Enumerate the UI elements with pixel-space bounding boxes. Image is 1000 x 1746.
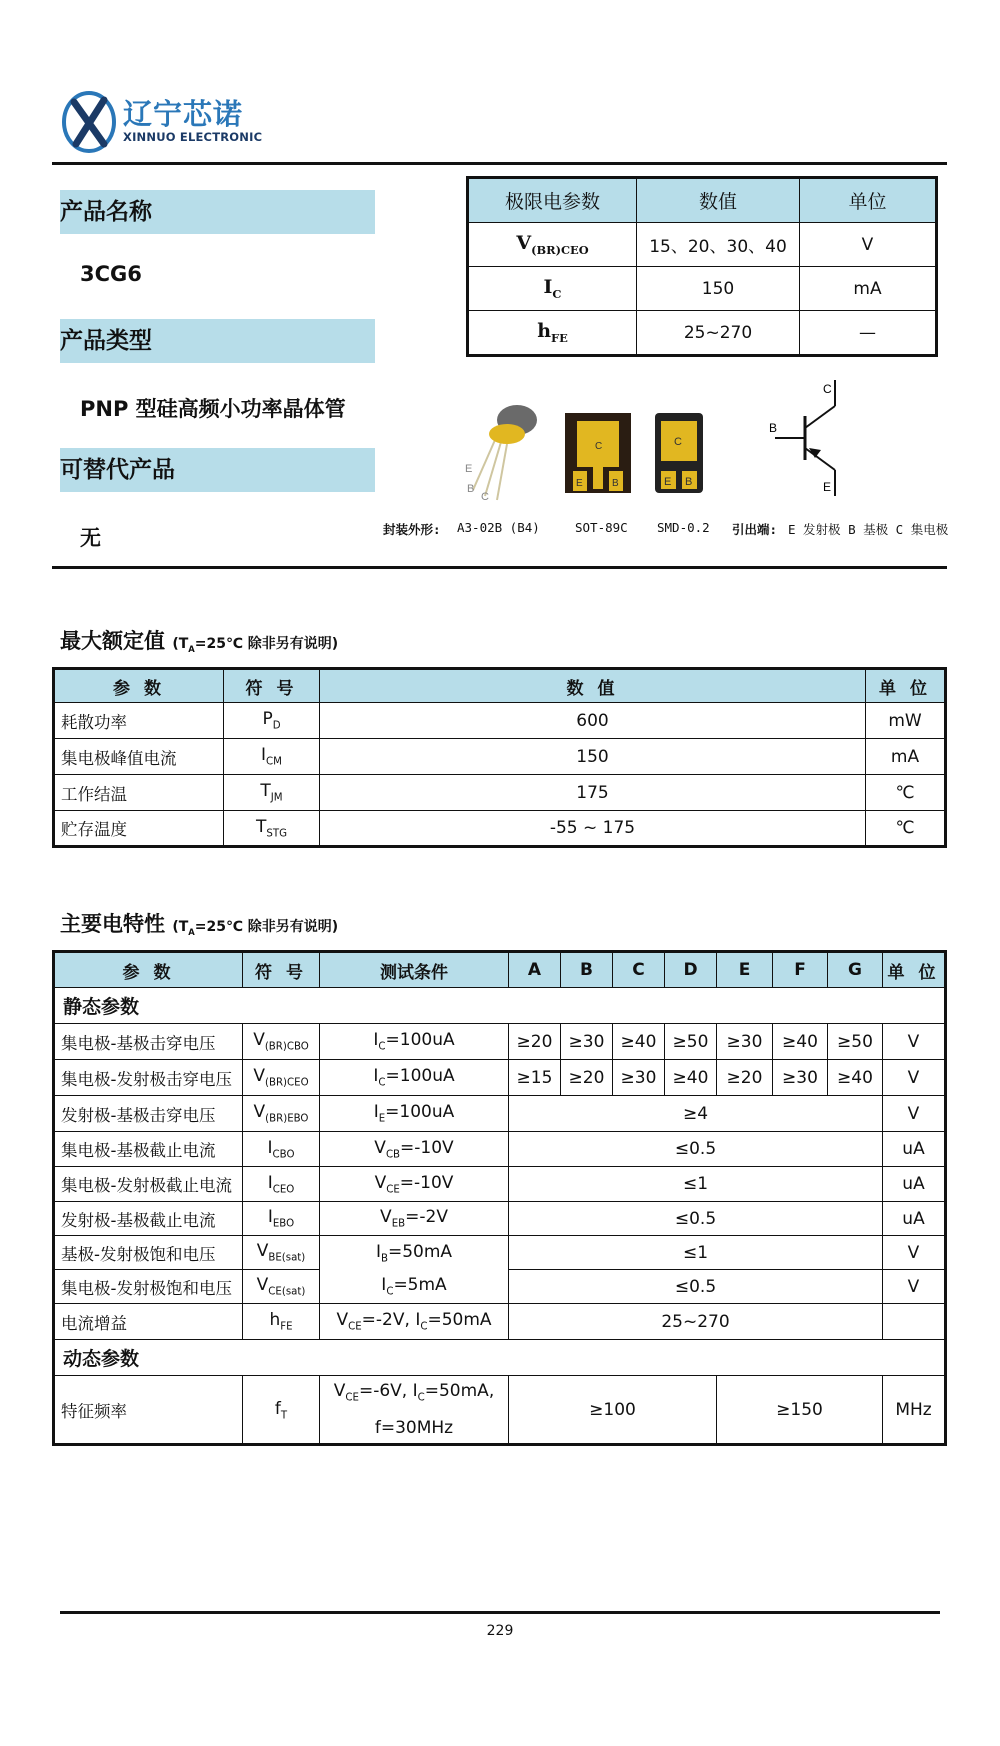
- sot89-package-icon: [565, 413, 631, 493]
- elec-char-table: [52, 950, 947, 1446]
- product-type-label: 产品类型: [60, 319, 375, 363]
- ec-header-g: G: [828, 952, 883, 988]
- smd-package-icon: [655, 413, 703, 493]
- table-row: 集电极-发射极击穿电压 $V_{(BR)CEO}$ $I_C=100uA$ ≥15 ≥20 ≥30 ≥40 ≥20 ≥30 ≥40 V: [54, 1060, 946, 1096]
- mr-header-param: 参 数: [54, 669, 224, 703]
- page-number: 229: [486, 1623, 514, 1639]
- table-row: 基极-发射极饱和电压 $V_{BE(sat)}$ $I_B=50mA$ ≤1 V: [54, 1236, 946, 1270]
- ec-header-a: A: [509, 952, 561, 988]
- limit-header-param: 极限电参数: [468, 178, 637, 223]
- table-row: 发射极-基极击穿电压 $V_{(BR)EBO}$ $I_E=100uA$ ≥4 V: [54, 1096, 946, 1132]
- limit-params-table: [466, 176, 938, 357]
- product-type-value: PNP 型硅高频小功率晶体管: [80, 397, 346, 421]
- alt-product-value: 无: [80, 526, 101, 550]
- svg-text:E: E: [823, 480, 832, 494]
- table-row: 集电极-发射极饱和电压 $V_{CE(sat)}$ $I_C=5mA$ ≤0.5 V: [54, 1270, 946, 1304]
- dynamic-params-row: 动态参数: [54, 1340, 946, 1376]
- table-row: 耗散功率 $P_D$ 600 mW: [54, 703, 946, 739]
- package-caption-label: 封装外形:: [383, 522, 441, 537]
- table-row: 电流增益 $h_{FE}$ $V_{CE}=-2V$, $I_C=50mA$ 25~270: [54, 1304, 946, 1340]
- svg-text:C: C: [674, 436, 682, 448]
- company-logo: [60, 88, 280, 158]
- table-row: 工作结温 $T_{JM}$ 175 ℃: [54, 775, 946, 811]
- table-row: 贮存温度 $T_{STG}$ -55 ~ 175 ℃: [54, 811, 946, 847]
- max-ratings-table: [52, 667, 947, 848]
- svg-text:E: E: [664, 476, 672, 488]
- svg-text:E: E: [465, 463, 473, 475]
- table-row: 集电极峰值电流 $I_{CM}$ 150 mA: [54, 739, 946, 775]
- pnp-transistor-symbol-icon: [765, 378, 865, 498]
- to92-package-icon: [455, 400, 555, 505]
- pins-description: E 发射极 B 基极 C 集电极: [788, 522, 949, 537]
- table-row: 发射极-基极截止电流 $I_{EBO}$ $V_{EB}=-2V$ ≤0.5 uA: [54, 1202, 946, 1236]
- ec-header-symbol: 符 号: [243, 952, 320, 988]
- limit-row: $h_{FE}$ 25~270 —: [468, 311, 937, 356]
- svg-text:C: C: [595, 441, 603, 452]
- package-name-a3: A3-02B (B4): [457, 520, 540, 535]
- ec-header-b: B: [561, 952, 613, 988]
- svg-text:B: B: [612, 478, 619, 489]
- pins-label: 引出端:: [732, 522, 778, 537]
- limit-header-unit: 单位: [800, 178, 937, 223]
- mr-header-value: 数 值: [320, 669, 866, 703]
- ec-header-c: C: [613, 952, 665, 988]
- ec-header-unit: 单 位: [883, 952, 946, 988]
- table-row: 特征频率 $f_T$ $V_{CE}=-6V$, $I_C=50mA$, f=30MHz ≥100 ≥150 MHz: [54, 1376, 946, 1445]
- mr-header-unit: 单 位: [866, 669, 946, 703]
- elec-char-title: 主要电特性 ($T_A=25℃$ 除非另有说明): [60, 912, 339, 937]
- section-rule: [52, 566, 947, 569]
- ec-header-e: E: [717, 952, 773, 988]
- ec-header-d: D: [665, 952, 717, 988]
- package-name-sot89: SOT-89C: [575, 520, 628, 535]
- limit-header-value: 数值: [637, 178, 800, 223]
- table-row: 集电极-基极截止电流 $I_{CBO}$ $V_{CB}=-10V$ ≤0.5 uA: [54, 1132, 946, 1167]
- table-row: 集电极-发射极截止电流 $I_{CEO}$ $V_{CE}=-10V$ ≤1 uA: [54, 1167, 946, 1202]
- mr-header-symbol: 符 号: [224, 669, 320, 703]
- product-name-label: 产品名称: [60, 190, 375, 234]
- logo-emblem-icon: [60, 88, 120, 154]
- header-rule: [52, 162, 947, 165]
- svg-text:C: C: [823, 382, 832, 396]
- svg-text:B: B: [467, 483, 475, 495]
- ec-header-f: F: [773, 952, 828, 988]
- svg-text:B: B: [769, 421, 778, 435]
- limit-row: $V_{(BR)CEO}$ 15、20、30、40 V: [468, 223, 937, 267]
- svg-text:C: C: [481, 491, 489, 503]
- ec-header-cond: 测试条件: [320, 952, 509, 988]
- footer-rule: [60, 1611, 940, 1614]
- limit-row: $I_C$ 150 mA: [468, 267, 937, 311]
- product-name-value: 3CG6: [80, 262, 142, 286]
- alt-product-label: 可替代产品: [60, 448, 375, 492]
- svg-text:B: B: [685, 476, 693, 488]
- package-name-smd: SMD-0.2: [657, 520, 710, 535]
- logo-name-cn: 辽宁芯诺: [123, 97, 244, 131]
- static-params-row: 静态参数: [54, 988, 946, 1024]
- max-ratings-title: 最大额定值 ($T_A=25℃$ 除非另有说明): [60, 629, 339, 654]
- svg-text:E: E: [576, 478, 583, 489]
- ec-header-param: 参 数: [54, 952, 243, 988]
- logo-name-en: XINNUO ELECTRONIC: [123, 130, 263, 144]
- table-row: 集电极-基极击穿电压 $V_{(BR)CBO}$ $I_C=100uA$ ≥20 ≥30 ≥40 ≥50 ≥30 ≥40 ≥50 V: [54, 1024, 946, 1060]
